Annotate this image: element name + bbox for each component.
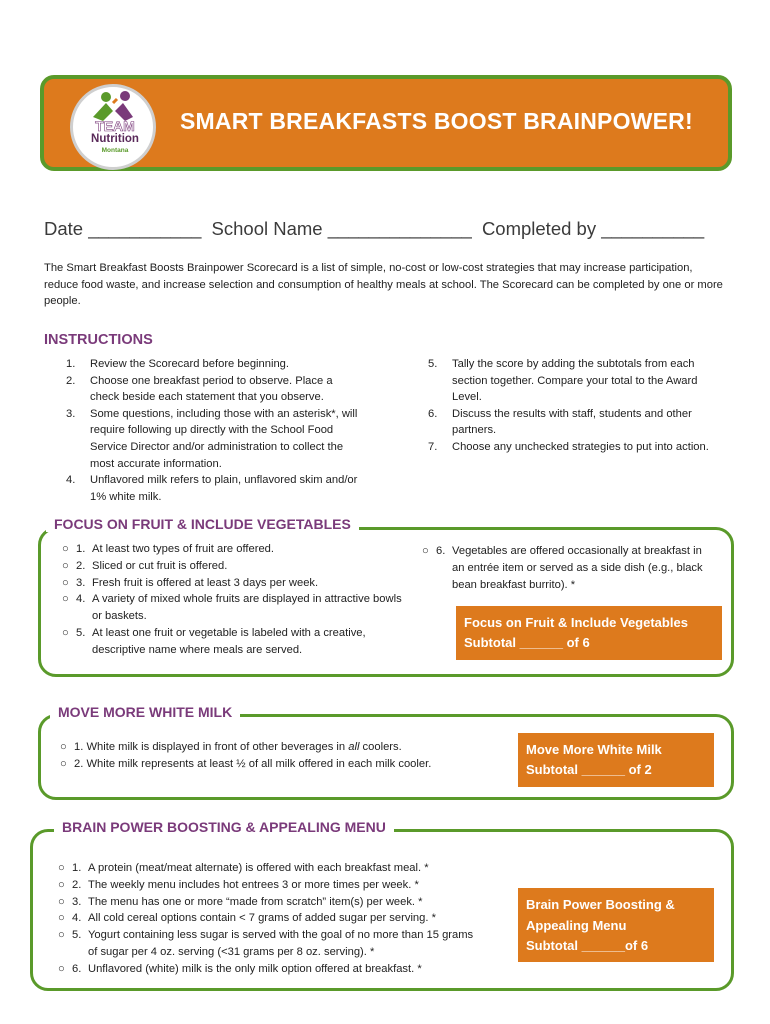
item-number: 3. xyxy=(72,895,82,908)
instruction-number: 6. xyxy=(428,407,438,420)
instructions-heading: INSTRUCTIONS xyxy=(44,332,153,348)
item-text: The menu has one or more “made from scratch” item(s) per week. * xyxy=(88,895,423,908)
milk-subtotal-box xyxy=(518,733,714,787)
instruction-text: Tally the score by adding the subtotals from each section together. Compare your total to the Award Level. xyxy=(452,358,698,404)
checkbox-circle[interactable]: ○ xyxy=(62,593,69,606)
menu-subtotal-label-1: Brain Power Boosting & xyxy=(526,897,675,912)
fruit-subtotal-value[interactable]: Subtotal ______ of 6 xyxy=(464,635,590,650)
item-text-emphasis: all xyxy=(348,741,360,753)
item-text: At least two types of fruit are offered. xyxy=(92,543,274,555)
item-number: 6. xyxy=(436,545,446,557)
instructions-list-right xyxy=(428,356,722,456)
milk-checklist xyxy=(60,739,500,773)
item-text: Unflavored (white) milk is the only milk option offered at breakfast. * xyxy=(88,962,422,975)
item-text: Sliced or cut fruit is offered. xyxy=(92,559,228,572)
instruction-text: Choose one breakfast period to observe. Place a check beside each statement that you observe. xyxy=(90,374,333,404)
checkbox-circle[interactable]: ○ xyxy=(58,895,65,908)
item-text: Fresh fruit is offered at least 3 days per week. xyxy=(92,576,319,589)
item-text: The weekly menu includes hot entrees 3 or more times per week. * xyxy=(88,878,419,891)
item-text: All cold cereal options contain < 7 grams of added sugar per serving. * xyxy=(88,912,436,925)
instruction-number: 5. xyxy=(428,358,438,370)
instruction-item xyxy=(66,472,358,505)
instruction-text: Unflavored milk refers to plain, unflavored skim and/or 1% white milk. xyxy=(90,474,358,503)
instruction-number: 3. xyxy=(66,407,76,420)
checkbox-circle[interactable]: ○ xyxy=(62,626,69,639)
checklist-item[interactable] xyxy=(58,877,478,894)
school-name-field[interactable]: School Name ______________ xyxy=(211,218,472,239)
checklist-item[interactable] xyxy=(58,910,478,927)
instruction-item xyxy=(428,356,722,406)
milk-section-title: MOVE MORE WHITE MILK xyxy=(50,704,240,720)
item-text: A protein (meat/meat alternate) is offered with each breakfast meal. * xyxy=(88,862,429,874)
item-number: 2. xyxy=(72,878,82,891)
checklist-item[interactable] xyxy=(62,575,402,592)
instruction-number: 1. xyxy=(66,358,76,370)
checklist-item[interactable] xyxy=(58,927,478,961)
checklist-item[interactable] xyxy=(62,558,402,575)
checkbox-circle[interactable]: ○ xyxy=(60,757,67,770)
menu-checklist xyxy=(58,860,478,978)
checklist-item[interactable] xyxy=(62,541,402,558)
instruction-number: 2. xyxy=(66,374,76,387)
checkbox-circle[interactable]: ○ xyxy=(62,559,69,572)
milk-subtotal-label: Move More White Milk xyxy=(526,742,662,757)
logo-team-text: TEAM xyxy=(95,118,135,134)
instruction-item xyxy=(66,356,358,373)
item-number: 1. xyxy=(72,862,82,874)
checkbox-circle[interactable]: ○ xyxy=(62,576,69,589)
instruction-text: Review the Scorecard before beginning. xyxy=(90,358,290,370)
instruction-number: 4. xyxy=(66,474,76,487)
checklist-item[interactable] xyxy=(62,625,402,659)
checklist-item[interactable] xyxy=(62,591,402,625)
instruction-item xyxy=(66,373,358,406)
item-text-part: 1. White milk is displayed in front of other beverages in xyxy=(74,741,349,753)
checkbox-circle[interactable]: ○ xyxy=(62,543,69,555)
item-text: Vegetables are offered occasionally at breakfast in an entrée item or served as a side dish (e.g., black bean breakfast burrito). * xyxy=(452,545,703,591)
checkbox-circle[interactable]: ○ xyxy=(60,741,67,753)
instruction-item xyxy=(428,406,722,439)
item-number: 5. xyxy=(76,626,86,639)
item-number: 4. xyxy=(76,593,86,606)
checklist-item[interactable] xyxy=(60,739,500,756)
instruction-item xyxy=(66,406,358,472)
checklist-item[interactable] xyxy=(60,756,500,773)
checkbox-circle[interactable]: ○ xyxy=(58,962,65,975)
checklist-item[interactable] xyxy=(422,543,714,593)
team-nutrition-logo xyxy=(70,84,156,170)
item-number: 1. xyxy=(76,543,86,555)
item-text: At least one fruit or vegetable is labeled with a creative, descriptive name where meals are served. xyxy=(92,626,366,656)
instruction-text: Some questions, including those with an asterisk*, will require following up directly with the School Food Service Director and/or administration to collect the most accurate information. xyxy=(90,407,358,470)
date-field[interactable]: Date ___________ xyxy=(44,218,202,239)
checkbox-circle[interactable]: ○ xyxy=(58,912,65,925)
menu-subtotal-label-2: Appealing Menu xyxy=(526,917,627,933)
checklist-item[interactable] xyxy=(58,961,478,978)
checklist-item[interactable] xyxy=(58,894,478,911)
item-text: A variety of mixed whole fruits are displayed in attractive bowls or baskets. xyxy=(92,593,402,623)
item-number: 4. xyxy=(72,912,82,925)
instruction-item xyxy=(428,439,722,456)
checkbox-circle[interactable]: ○ xyxy=(58,929,65,942)
checklist-item[interactable] xyxy=(58,860,478,877)
logo-montana-text: Montana xyxy=(101,147,129,154)
instruction-number: 7. xyxy=(428,440,438,453)
completed-by-field[interactable]: Completed by __________ xyxy=(481,218,705,239)
page-title: SMART BREAKFASTS BOOST BRAINPOWER! xyxy=(180,108,693,134)
item-number: 5. xyxy=(72,929,82,942)
item-text: Yogurt containing less sugar is served with the goal of no more than 15 grams of sugar per 4 oz. serving (<31 grams per 8 oz. serving). * xyxy=(88,929,474,958)
fruit-subtotal-label: Focus on Fruit & Include Vegetables xyxy=(464,615,688,630)
info-line xyxy=(44,218,709,240)
checkbox-circle[interactable]: ○ xyxy=(58,862,65,874)
item-text-part: coolers. xyxy=(359,741,402,753)
fruit-checklist-right xyxy=(422,543,714,593)
fruit-subtotal-box xyxy=(456,606,722,660)
intro-paragraph: The Smart Breakfast Boosts Brainpower Scorecard is a list of simple, no-cost or low-cost strategies that may increase participation, reduce food waste, and increase selection and consumption of healthy meals at school. The Scorecard can be completed by one or more people. xyxy=(44,262,723,307)
item-text: 2. White milk represents at least ½ of all milk offered in each milk cooler. xyxy=(74,757,432,770)
logo-nutrition-text: Nutrition xyxy=(91,133,139,145)
instruction-text: Discuss the results with staff, students and other partners. xyxy=(452,407,692,437)
fruit-checklist xyxy=(62,541,402,659)
checkbox-circle[interactable]: ○ xyxy=(422,545,429,557)
menu-subtotal-value[interactable]: Subtotal ______of 6 xyxy=(526,938,649,953)
instructions-list-left xyxy=(66,356,358,505)
fruit-section-title: FOCUS ON FRUIT & INCLUDE VEGETABLES xyxy=(46,516,359,532)
item-number: 2. xyxy=(76,559,86,572)
item-number: 6. xyxy=(72,962,82,975)
milk-subtotal-value[interactable]: Subtotal ______ of 2 xyxy=(526,762,652,777)
checkbox-circle[interactable]: ○ xyxy=(58,878,65,891)
item-text xyxy=(74,739,500,756)
menu-section-title: BRAIN POWER BOOSTING & APPEALING MENU xyxy=(54,819,394,835)
item-number: 3. xyxy=(76,576,86,589)
instruction-text: Choose any unchecked strategies to put into action. xyxy=(452,440,709,453)
menu-subtotal-box xyxy=(518,888,714,962)
